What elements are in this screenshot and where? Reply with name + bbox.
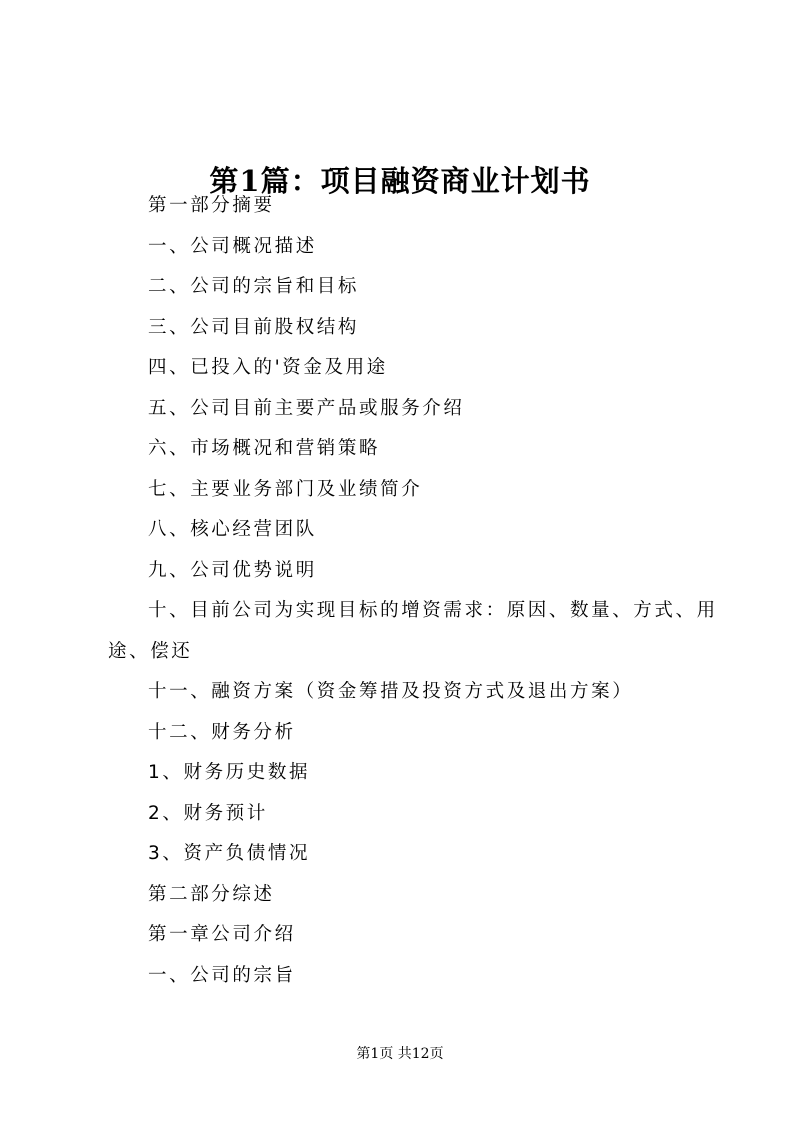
paragraph: 六、市场概况和营销策略 [148,438,381,459]
paragraph: 十、目前公司为实现目标的增资需求：原因、数量、方式、用途、偿还 [108,600,718,662]
paragraph: 九、公司优势说明 [148,559,317,581]
paragraph: 七、主要业务部门及业绩简介 [148,478,423,500]
document-body [108,186,728,996]
paragraph: 八、核心经营团队 [148,519,317,540]
paragraph: 第一部分摘要 [148,195,275,216]
paragraph: 四、已投入的'资金及用途 [148,357,388,378]
paragraph: 五、公司目前主要产品或服务介绍 [148,397,465,419]
paragraph: 1、财务历史数据 [148,762,311,783]
paragraph: 三、公司目前股权结构 [148,316,360,338]
paragraph: 一、公司的宗旨 [148,964,296,986]
paragraph: 3、资产负债情况 [148,843,311,864]
paragraph: 2、财务预计 [148,802,268,824]
paragraph: 一、公司概况描述 [148,235,317,257]
paragraph: 十一、融资方案（资金筹措及投资方式及退出方案） [148,681,634,702]
paragraph: 十二、财务分析 [148,721,296,743]
paragraph: 第一章公司介绍 [148,924,296,945]
document-title: 第1篇：项目融资商业计划书 [209,164,591,199]
paragraph: 第二部分综述 [148,883,275,905]
paragraph: 二、公司的宗旨和目标 [148,276,360,297]
page-number-footer: 第1页 共12页 [356,1046,444,1062]
